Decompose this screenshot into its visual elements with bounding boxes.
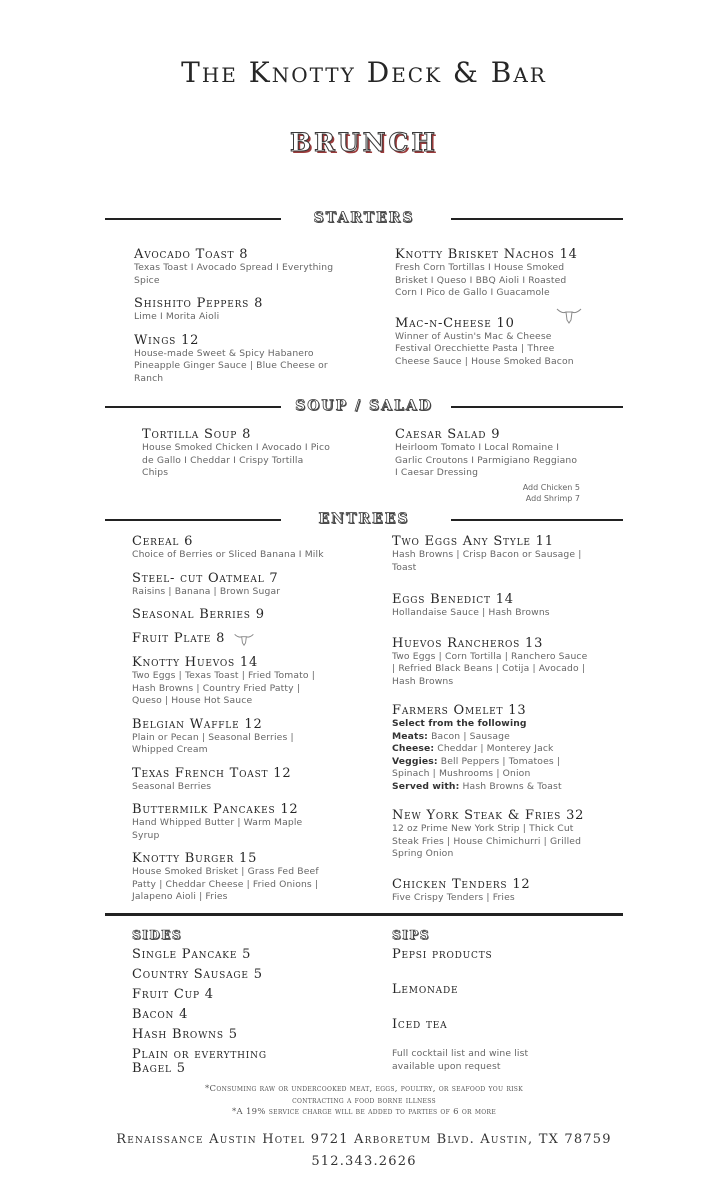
item-description: Two Eggs | Corn Tortilla | Ranchero Sauce | Refried Black Beans | Cotija | Avocado | Hash Browns — [392, 650, 588, 687]
item-name: Two Eggs Any Style 11 — [392, 534, 554, 549]
item-description: House Smoked Chicken I Avocado I Pico de Gallo I Cheddar I Crispy Tortilla Chips — [142, 442, 330, 478]
item-description: Hand Whipped Butter | Warm Maple Syrup — [132, 817, 303, 841]
sip-item: Pepsi products — [392, 947, 493, 962]
item-description: Hollandaise Sauce | Hash Browns — [392, 607, 550, 618]
divider-line — [451, 218, 623, 220]
divider-line — [105, 218, 281, 220]
sips-note: Full cocktail list and wine list available upon request — [392, 1048, 529, 1072]
menu-item — [132, 631, 327, 646]
omelet-veggies: Veggies: Bell Peppers | Tomatoes | Spinach | Mushrooms | Onion — [392, 755, 561, 779]
service-charge-note: *A 19% service charge will be added to parties of 6 or more — [231, 1107, 497, 1117]
footer-address: Renaissance Austin Hotel 9721 Arboretum Blvd. Austin, TX 78759 — [116, 1132, 612, 1147]
item-description: Two Eggs | Texas Toast | Fried Tomato | Hash Browns | Country Fried Patty | Queso | House Hot Sauce — [132, 670, 315, 706]
divider-line — [451, 519, 623, 521]
sips-column — [392, 928, 592, 1073]
allergy-note: *Consuming raw or undercooked meat, eggs, poultry, or seafood you risk — [205, 1084, 523, 1094]
item-name: New York Steak & Fries 32 — [392, 808, 585, 823]
addon-shrimp: Add Shrimp 7 — [525, 493, 580, 503]
item-description: Heirloom Tomato I Local Romaine I Garlic Croutons I Parmigiano Reggiano I Caesar Dressing — [395, 442, 578, 478]
item-name: Buttermilk Pancakes 12 — [132, 802, 299, 817]
soup-left-column — [142, 427, 332, 489]
section-soup-salad: SOUP / SALAD — [295, 398, 433, 414]
menu-item — [142, 427, 332, 480]
item-name-text: Fruit Plate 8 — [132, 631, 226, 646]
menu-title: BRUNCH — [289, 128, 439, 157]
side-item: Single Pancake 5 — [132, 947, 252, 962]
sip-item: Iced tea — [392, 1017, 448, 1032]
menu-item — [132, 851, 327, 904]
longhorn-icon — [233, 632, 255, 646]
item-name: Tortilla Soup 8 — [142, 427, 252, 442]
divider-line — [451, 406, 623, 408]
side-item: Hash Browns 5 — [132, 1027, 238, 1042]
divider-line — [105, 406, 281, 408]
item-name: Shishito Peppers 8 — [134, 296, 264, 311]
menu-item — [392, 534, 592, 574]
restaurant-title: The Knotty Deck & Bar — [181, 56, 547, 89]
section-sides: SIDES — [132, 928, 182, 942]
item-name: Seasonal Berries 9 — [132, 607, 265, 622]
menu-item — [395, 427, 580, 480]
omelet-intro: Select from the following — [392, 718, 527, 729]
menu-item — [134, 296, 334, 324]
addon-chicken: Add Chicken 5 — [522, 482, 580, 492]
item-description: House-made Sweet & Spicy Habanero Pineapple Ginger Sauce | Blue Cheese or Ranch — [134, 347, 328, 384]
starters-left-column — [134, 247, 334, 394]
item-name: Belgian Waffle 12 — [132, 716, 263, 732]
menu-item — [395, 247, 590, 300]
item-description: House Smoked Brisket | Grass Fed Beef Patty | Cheddar Cheese | Fried Onions | Jalapeno Aioli | Fries — [132, 866, 319, 902]
menu-item — [134, 247, 334, 287]
menu-item — [132, 655, 327, 708]
item-name: Texas French Toast 12 — [132, 765, 292, 781]
menu-item — [132, 571, 327, 599]
item-name: Farmers Omelet 13 — [392, 703, 527, 718]
item-description: Plain or Pecan | Seasonal Berries | Whipped Cream — [132, 731, 294, 755]
side-item: Plain or everything Bagel 5 — [132, 1047, 267, 1076]
menu-item — [392, 592, 592, 620]
sip-item: Lemonade — [392, 982, 459, 997]
menu-item — [392, 636, 592, 689]
section-sips: SIPS — [392, 928, 430, 942]
allergy-note-2: contracting a food borne illness — [292, 1096, 436, 1106]
item-description: Winner of Austin's Mac & Cheese Festival Orecchiette Pasta | Three Cheese Sauce | House Smoked Bacon — [395, 330, 574, 367]
omelet-cheese: Cheese: Cheddar | Monterey Jack — [392, 743, 554, 754]
item-name: Cereal 6 — [132, 534, 194, 549]
item-name: Avocado Toast 8 — [134, 247, 249, 262]
section-starters: STARTERS — [313, 210, 415, 226]
section-entrees: ENTREES — [318, 511, 410, 527]
divider-line — [105, 913, 623, 916]
item-name: Mac-n-Cheese 10 — [395, 315, 515, 331]
side-item: Fruit Cup 4 — [132, 987, 214, 1002]
footer-phone: 512.343.2626 — [311, 1154, 417, 1169]
item-description: 12 oz Prime New York Strip | Thick Cut Steak Fries | House Chimichurri | Grilled Spring Onion — [392, 823, 582, 859]
item-name: Wings 12 — [134, 332, 200, 348]
entrees-left-column — [132, 534, 327, 913]
menu-item — [392, 808, 592, 861]
item-description: Lime I Morita Aioli — [134, 311, 220, 322]
item-name: Huevos Rancheros 13 — [392, 635, 544, 651]
item-name: Eggs Benedict 14 — [392, 592, 514, 607]
menu-item — [132, 534, 327, 562]
entrees-right-column — [392, 534, 592, 913]
omelet-served: Served with: Hash Browns & Toast — [392, 780, 562, 792]
menu-item — [132, 766, 327, 794]
menu-item-omelet — [392, 703, 592, 793]
item-name: Knotty Brisket Nachos 14 — [395, 247, 578, 262]
item-description: Choice of Berries or Sliced Banana I Milk — [132, 549, 324, 560]
omelet-meats: Meats: Bacon | Sausage — [392, 730, 510, 742]
item-description: Five Crispy Tenders | Fries — [392, 891, 515, 903]
item-name — [132, 631, 327, 646]
side-item: Bacon 4 — [132, 1007, 189, 1022]
item-description: Raisins | Banana | Brown Sugar — [132, 585, 281, 597]
item-name: Knotty Huevos 14 — [132, 655, 259, 670]
item-description: Seasonal Berries — [132, 780, 212, 792]
item-description: Texas Toast I Avocado Spread I Everything Spice — [134, 262, 334, 286]
menu-item — [392, 877, 592, 905]
item-description: Fresh Corn Tortillas I House Smoked Brisket I Queso I BBQ Aioli I Roasted Corn I Pico de Gallo I Guacamole — [395, 262, 567, 298]
longhorn-icon — [556, 306, 582, 324]
divider-line — [105, 519, 281, 521]
menu-item — [132, 717, 327, 757]
item-name: Steel- cut Oatmeal 7 — [132, 570, 279, 586]
menu-item — [132, 607, 327, 622]
sides-column — [132, 928, 332, 1082]
item-name: Caesar Salad 9 — [395, 427, 501, 442]
item-name: Knotty Burger 15 — [132, 851, 258, 866]
item-name: Chicken Tenders 12 — [392, 876, 531, 892]
menu-item — [132, 802, 327, 842]
item-description: Hash Browns | Crisp Bacon or Sausage | Toast — [392, 549, 582, 573]
salad-right-column — [395, 427, 580, 504]
side-item: Country Sausage 5 — [132, 967, 263, 982]
menu-item — [134, 333, 334, 386]
